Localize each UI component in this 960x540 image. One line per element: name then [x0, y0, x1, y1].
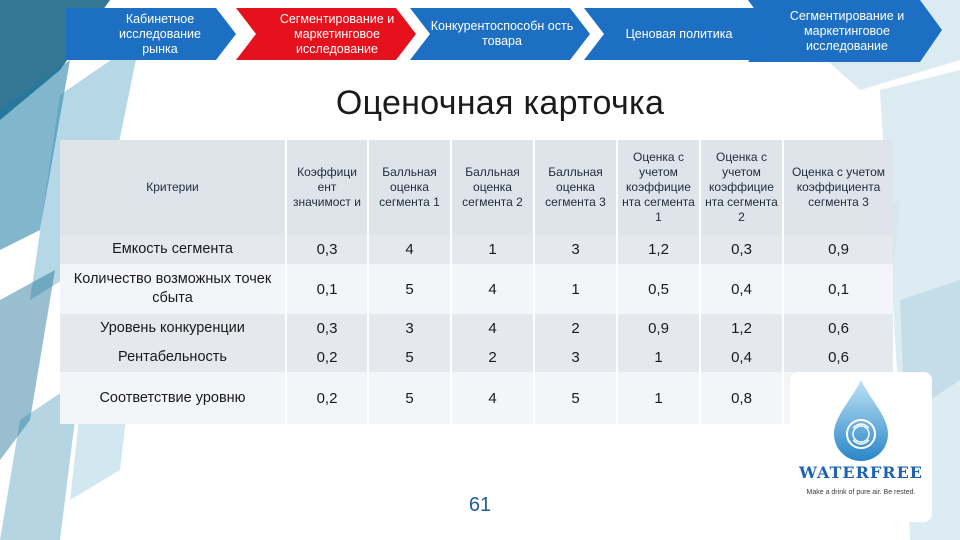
table-cell: 1,2: [700, 314, 783, 343]
header-score-segment-2: Балльная оценка сегмента 2: [451, 140, 534, 235]
page-number: 61: [468, 494, 492, 516]
criteria-cell: Уровень конкуренции: [60, 314, 286, 343]
header-weighted-segment-3: Оценка с учетом коэффициента сегмента 3: [783, 140, 893, 235]
table-cell: 0,1: [783, 264, 893, 314]
table-cell: 4: [451, 372, 534, 424]
table-cell: 1: [534, 264, 617, 314]
nav-step-4[interactable]: Ценовая политика: [625, 26, 733, 41]
nav-step-5[interactable]: Сегментирование и маркетинговое исследование: [789, 8, 905, 53]
table-cell: 5: [368, 372, 451, 424]
table-cell: 4: [368, 235, 451, 264]
slide-title: Оценочная карточка: [335, 84, 665, 122]
table-cell: 2: [534, 314, 617, 343]
waterfree-logo: [790, 372, 932, 522]
table-cell: 5: [534, 372, 617, 424]
table-cell: 2: [451, 343, 534, 372]
table-cell: 0,9: [617, 314, 700, 343]
header-weighted-segment-2: Оценка с учетом коэффицие нта сегмента 2: [700, 140, 783, 235]
table-cell: 1: [451, 235, 534, 264]
water-drop-icon: [790, 372, 932, 464]
table-cell: 0,4: [700, 264, 783, 314]
table-cell: 3: [534, 235, 617, 264]
table-row: [60, 343, 893, 372]
table-cell: 0,2: [286, 372, 368, 424]
table-row: [60, 264, 893, 314]
logo-wordmark: WATERFREE: [799, 463, 923, 482]
table-row: [60, 314, 893, 343]
header-weighted-segment-1: Оценка с учетом коэффицие нта сегмента 1: [617, 140, 700, 235]
table-cell: 5: [368, 343, 451, 372]
nav-step-2[interactable]: Сегментирование и маркетинговое исследование: [279, 11, 395, 56]
table-cell: 0,8: [700, 372, 783, 424]
criteria-cell: Количество возможных точек сбыта: [60, 264, 286, 314]
table-cell: 3: [534, 343, 617, 372]
evaluation-table: [60, 140, 893, 424]
table-cell: 0,6: [783, 343, 893, 372]
table-cell: 1,2: [617, 235, 700, 264]
table-cell: 4: [451, 264, 534, 314]
logo-tagline: Make a drink of pure air. Be rested.: [806, 489, 916, 496]
header-score-segment-1: Балльная оценка сегмента 1: [368, 140, 451, 235]
table-row: [60, 372, 893, 424]
table-cell: 0,4: [700, 343, 783, 372]
nav-step-3[interactable]: Конкурентоспособн ость товара: [430, 19, 574, 48]
criteria-cell: Рентабельность: [60, 343, 286, 372]
table-cell: 1: [617, 372, 700, 424]
table-row: [60, 235, 893, 264]
table-cell: 0,6: [783, 314, 893, 343]
header-score-segment-3: Балльная оценка сегмента 3: [534, 140, 617, 235]
table-cell: 5: [368, 264, 451, 314]
header-criteria: Критерии: [60, 140, 286, 235]
process-nav: [0, 0, 960, 70]
table-cell: 0,1: [286, 264, 368, 314]
table-cell: 0,3: [700, 235, 783, 264]
table-cell: 0,9: [783, 235, 893, 264]
table-header-row: [60, 140, 893, 235]
table-cell: 0,3: [286, 235, 368, 264]
table-cell: 0,2: [286, 343, 368, 372]
table-cell: 1: [617, 343, 700, 372]
table-cell: 0,5: [617, 264, 700, 314]
table-cell: 3: [368, 314, 451, 343]
criteria-cell: Емкость сегмента: [60, 235, 286, 264]
nav-step-1[interactable]: Кабинетное исследование рынка: [119, 11, 201, 56]
table-cell: 0,3: [286, 314, 368, 343]
criteria-cell: Соответствие уровню: [60, 372, 286, 424]
header-weight: Коэффици ент значимост и: [286, 140, 368, 235]
table-cell: 4: [451, 314, 534, 343]
